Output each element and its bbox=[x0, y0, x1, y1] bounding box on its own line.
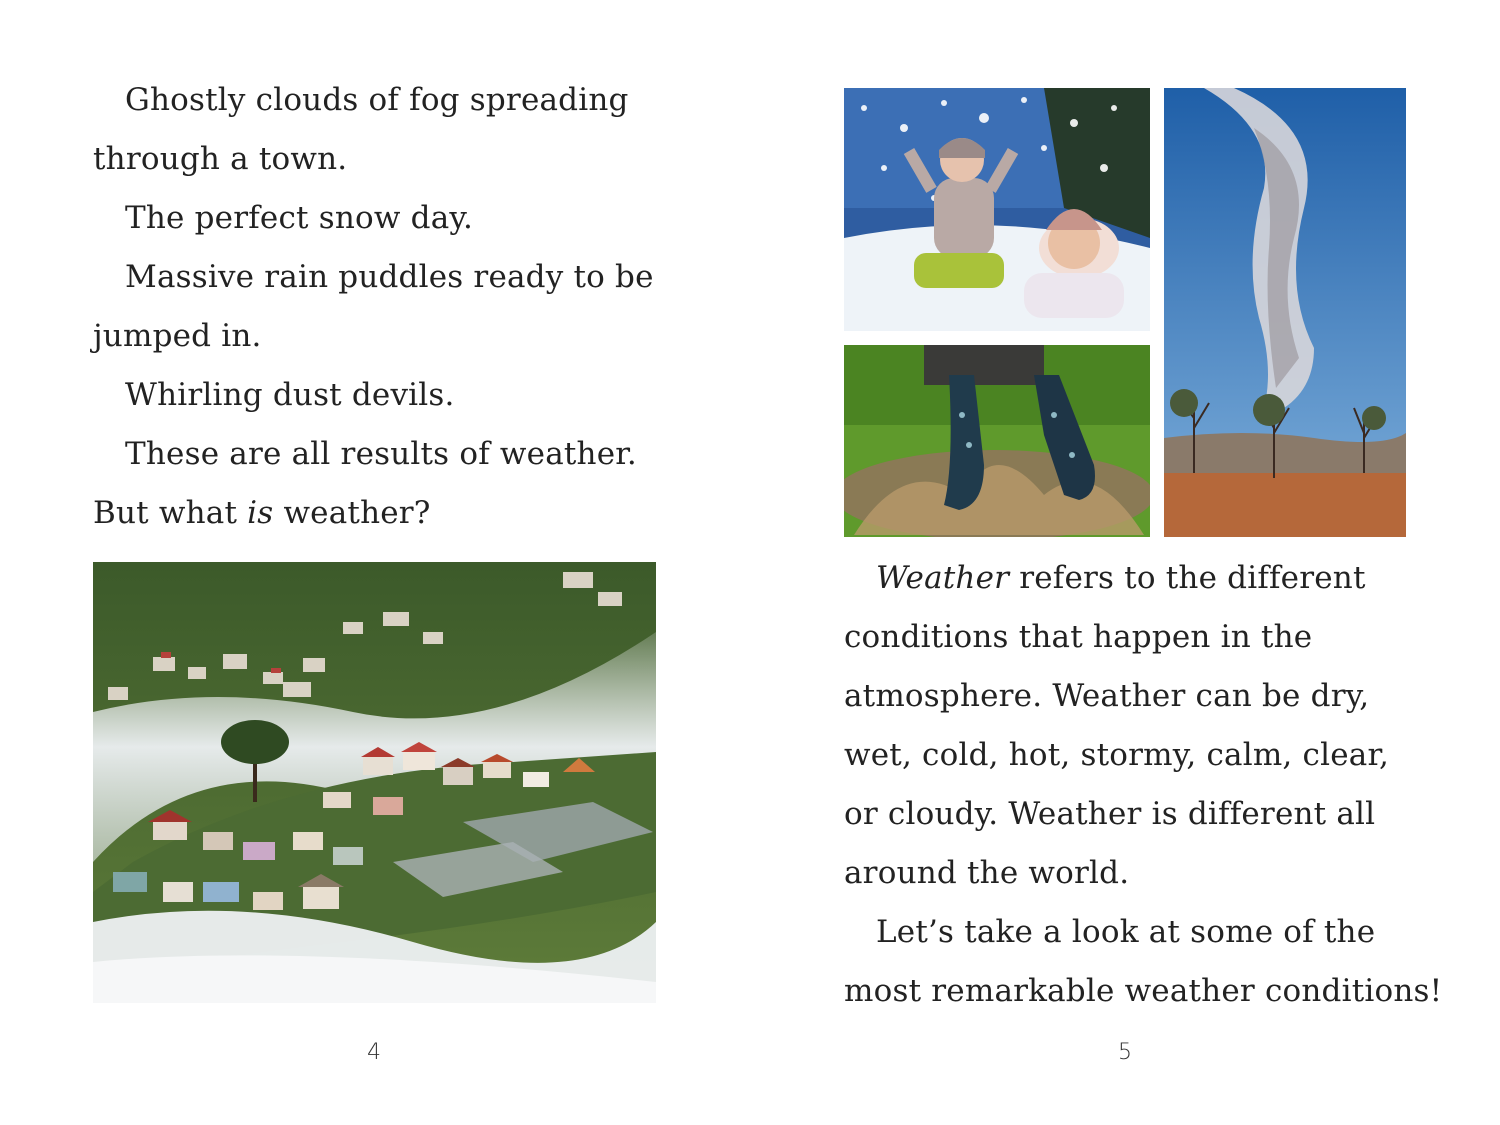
text-line: Whirling dust devils. bbox=[125, 377, 455, 413]
right-body-text bbox=[844, 549, 1444, 1021]
emphasis-text: Weather bbox=[876, 560, 1010, 596]
left-body-text bbox=[93, 71, 693, 543]
dust-devil-photo bbox=[1164, 88, 1406, 537]
text-run: But what bbox=[93, 495, 248, 531]
right-page bbox=[750, 0, 1500, 1125]
page-number: 5 bbox=[1118, 1040, 1132, 1065]
text-line: Ghostly clouds of fog spreading bbox=[125, 82, 629, 118]
text-line bbox=[93, 484, 693, 543]
snow-day-photo bbox=[844, 88, 1150, 331]
text-line bbox=[844, 549, 1444, 608]
text-run: refers to the different bbox=[1009, 560, 1366, 596]
text-line: atmosphere. Weather can be dry, bbox=[844, 678, 1370, 714]
text-line: most remarkable weather conditions! bbox=[844, 973, 1443, 1009]
text-line: conditions that happen in the bbox=[844, 619, 1313, 655]
text-line: Massive rain puddles ready to be bbox=[125, 259, 654, 295]
text-line: Let’s take a look at some of the bbox=[876, 914, 1376, 950]
text-line: The perfect snow day. bbox=[125, 200, 474, 236]
text-line: around the world. bbox=[844, 855, 1130, 891]
text-line: or cloudy. Weather is different all bbox=[844, 796, 1376, 832]
text-line: These are all results of weather. bbox=[125, 436, 637, 472]
emphasis-text: is bbox=[247, 495, 274, 531]
page-number: 4 bbox=[367, 1040, 381, 1065]
text-line: wet, cold, hot, stormy, calm, clear, bbox=[844, 737, 1390, 773]
text-line: through a town. bbox=[93, 141, 348, 177]
text-line: jumped in. bbox=[93, 318, 262, 354]
puddle-jump-photo bbox=[844, 345, 1150, 537]
text-run: weather? bbox=[273, 495, 431, 531]
fog-town-photo bbox=[93, 562, 656, 1003]
